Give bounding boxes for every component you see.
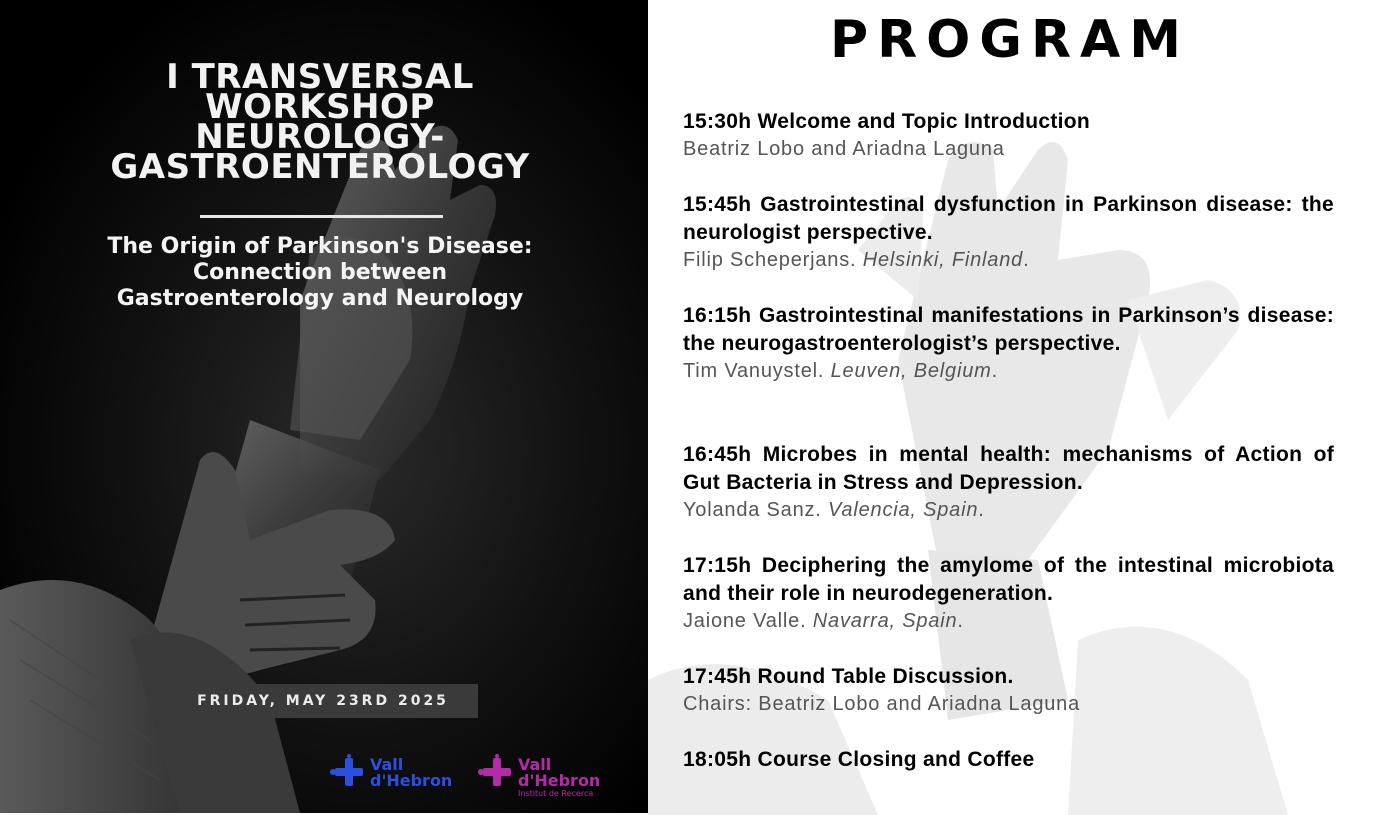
session-title: 17:45h Round Table Discussion. [683, 665, 1014, 688]
session-speaker: Jaione Valle. Navarra, Spain. [683, 610, 964, 632]
title-divider [200, 215, 443, 218]
workshop-subtitle [0, 234, 640, 312]
speaker-name: Yolanda Sanz. [683, 499, 829, 521]
speaker-location: Valencia, Spain [828, 499, 979, 521]
vall-hebron-logo [330, 754, 452, 790]
session-item [683, 552, 1334, 635]
title-line: I TRANSVERSAL [166, 57, 474, 97]
speaker-name: Jaione Valle. [683, 610, 813, 632]
session-title: 15:45h Gastrointestinal dysfunction in Parkinson disease: the neurologist perspective. [683, 193, 1334, 244]
event-date: FRIDAY, MAY 23RD 2025 [168, 684, 478, 718]
title-line: WORKSHOP [205, 87, 435, 127]
speaker-name: Tim Vanuystel. [683, 360, 831, 382]
subtitle-line: Connection between [192, 260, 448, 285]
session-title: 15:30h Welcome and Topic Introduction [683, 110, 1091, 133]
vall-hebron-logo-icon [330, 754, 368, 790]
session-item [683, 302, 1334, 385]
session-item [683, 441, 1334, 524]
program-heading: PROGRAM [829, 10, 1191, 70]
vhir-logo-icon [478, 754, 516, 790]
session-speaker: Chairs: Beatriz Lobo and Ariadna Laguna [683, 693, 1081, 715]
logo-line: Vall [370, 755, 404, 774]
logo-line: Vall [518, 755, 552, 774]
session-speaker: Tim Vanuystel. Leuven, Belgium. [683, 360, 998, 382]
poster-panel [0, 0, 648, 813]
vhir-logo [478, 754, 600, 799]
session-speaker: Filip Scheperjans. Helsinki, Finland. [683, 249, 1030, 271]
subtitle-line: The Origin of Parkinson's Disease: [107, 234, 533, 259]
speaker-location: Navarra, Spain [812, 610, 958, 632]
program-panel [648, 0, 1393, 815]
speaker-location: Leuven, Belgium [830, 360, 992, 382]
session-speaker: Yolanda Sanz. Valencia, Spain. [683, 499, 985, 521]
session-title: 17:15h Deciphering the amylome of the intestinal microbiota and their role in neurodegeneration. [683, 554, 1334, 605]
session-item [683, 108, 1334, 163]
subtitle-line: Gastroenterology and Neurology [116, 286, 524, 311]
logo-line: d'Hebron [518, 771, 601, 790]
session-title: 16:15h Gastrointestinal manifestations in Parkinson’s disease: the neurogastroenterologist’s perspective. [683, 304, 1334, 355]
speaker-name: Filip Scheperjans. [683, 249, 863, 271]
workshop-title [0, 57, 640, 187]
title-line: GASTROENTEROLOGY [110, 147, 530, 187]
speaker-location: Helsinki, Finland [862, 249, 1024, 271]
logo-subtitle: Institut de Recerca [518, 789, 594, 798]
session-item [683, 191, 1334, 274]
session-item [683, 663, 1334, 718]
logo-line: d'Hebron [370, 771, 453, 790]
session-title: 16:45h Microbes in mental health: mechanisms of Action of Gut Bacteria in Stress and Depression. [683, 443, 1334, 494]
session-title: 18:05h Course Closing and Coffee [683, 748, 1035, 771]
session-speaker: Beatriz Lobo and Ariadna Laguna [683, 138, 1005, 160]
session-item [683, 746, 1334, 774]
title-line: NEUROLOGY- [195, 117, 445, 157]
